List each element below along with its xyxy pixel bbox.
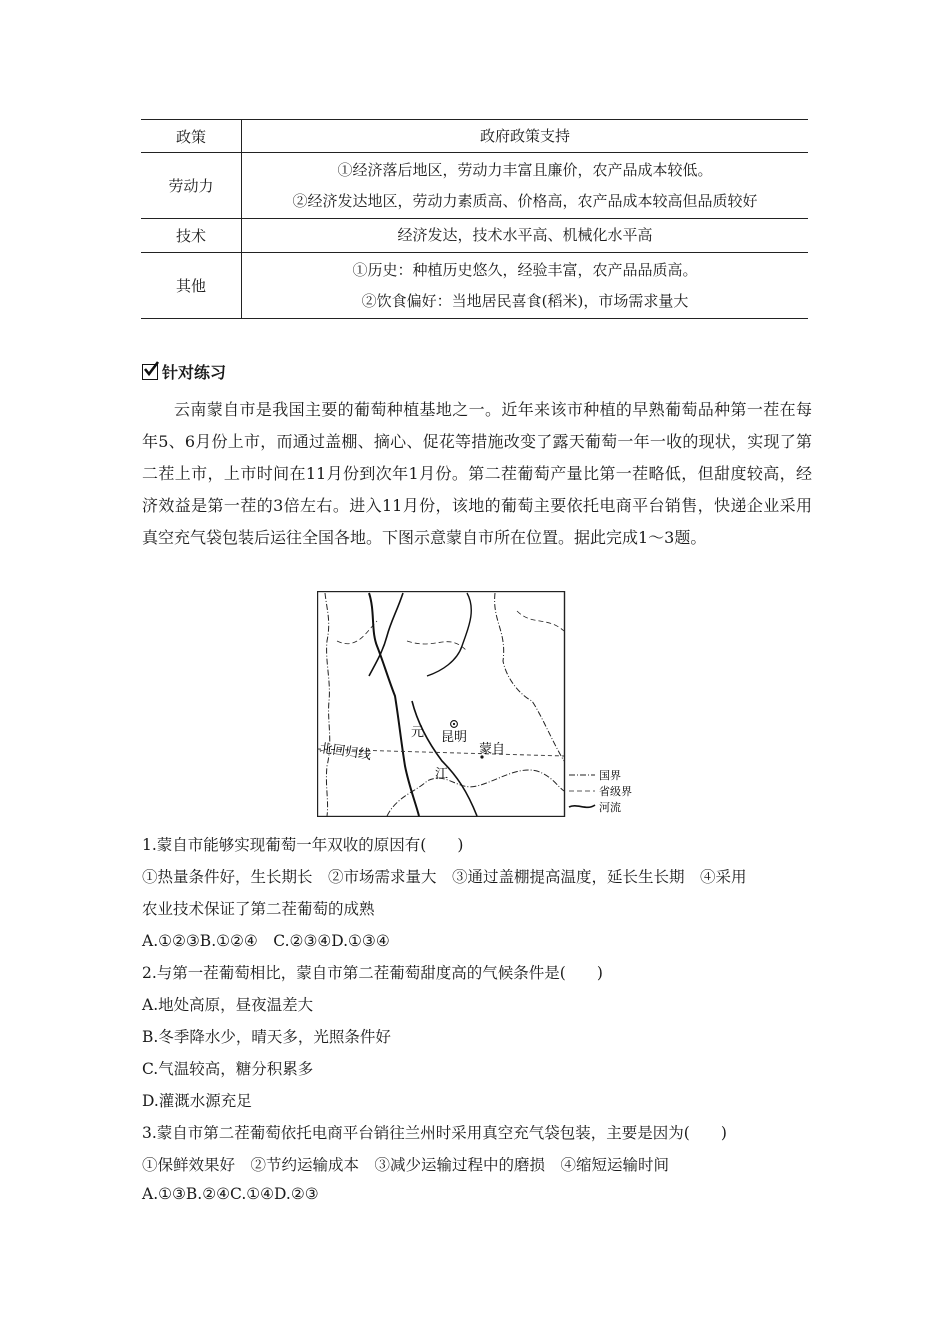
table-row (141, 153, 808, 219)
question-2-stem: 2.与第一茬葡萄相比，蒙自市第二茬葡萄甜度高的气候条件是( ) (142, 964, 603, 982)
question-2-option: B.冬季降水少，晴天多，光照条件好 (142, 1028, 391, 1046)
question-2-option: C.气温较高，糖分积累多 (142, 1060, 314, 1078)
checkbox-icon (142, 364, 158, 380)
factor-cell: 技术 (141, 219, 242, 253)
question-1-options: A.①②③B.①②④ C.②③④D.①③④ (142, 932, 390, 950)
legend-river-label: 河流 (599, 801, 621, 814)
legend-river-sample (569, 805, 595, 807)
question-1-stem: 1.蒙自市能够实现葡萄一年双收的原因有( ) (142, 836, 464, 854)
description-cell (242, 219, 809, 253)
description-line: 经济发达，技术水平高、机械化水平高 (397, 226, 653, 244)
question-2-option: A.地处高原，昼夜温差大 (142, 996, 314, 1014)
description-line: ②经济发达地区，劳动力素质高、价格高，农产品成本较高但品质较好 (292, 191, 758, 210)
map-legend (569, 769, 632, 814)
factor-cell: 劳动力 (141, 153, 242, 219)
legend-province-label: 省级界 (599, 785, 632, 798)
description-cell (242, 153, 809, 219)
table-row (141, 120, 808, 153)
section-heading (142, 360, 226, 383)
question-3-stem: 3.蒙自市第二茬葡萄依托电商平台销往兰州时采用真空充气袋包装，主要是因为( ) (142, 1124, 727, 1142)
factor-table (141, 119, 808, 319)
label-mengzi: 蒙自 (479, 742, 506, 757)
description-line: ②饮食偏好：当地居民喜食(稻米)，市场需求量大 (361, 291, 689, 310)
factor-cell: 其他 (141, 253, 242, 319)
map-frame (318, 592, 565, 817)
location-map (317, 591, 647, 817)
kunming-marker-dot (453, 723, 455, 725)
label-kunming: 昆明 (441, 730, 468, 745)
description-cell (242, 120, 809, 153)
question-3-line: ①保鲜效果好 ②节约运输成本 ③减少运输过程中的磨损 ④缩短运输时间 (142, 1156, 670, 1174)
table-row (141, 219, 808, 253)
description-cell (242, 253, 809, 319)
label-yuan: 元 (411, 725, 425, 740)
question-1-line: ①热量条件好，生长期长 ②市场需求量大 ③通过盖棚提高温度，延长生长期 ④采用 (142, 868, 747, 886)
label-tropic: 北回归线 (318, 741, 373, 764)
description-line: 政府政策支持 (479, 126, 570, 145)
question-1-line: 农业技术保证了第二茬葡萄的成熟 (142, 900, 375, 918)
factor-cell: 政策 (141, 120, 242, 153)
description-line: ①经济落后地区，劳动力丰富且廉价，农产品成本较低。 (337, 160, 713, 179)
section-title: 针对练习 (162, 363, 227, 382)
passage: 云南蒙自市是我国主要的葡萄种植基地之一。近年来该市种植的早熟葡萄品种第一茬在每年5、6月份上市，而通过盖棚、摘心、促花等措施改变了露天葡萄一年一收的现状，实现了第二茬上市，上市时间在11月份到次年1月份。第二茬葡萄产量比第一茬略低，但甜度较高，经济效益是第一茬的3倍左右。进入11月份，该地的葡萄主要依托电商平台销售，快递企业采用真空充气袋包装后运往全国各地。下图示意蒙自市所在位置。据此完成1～3题。 (142, 400, 812, 547)
description-line: ①历史：种植历史悠久，经验丰富，农产品品质高。 (352, 260, 698, 279)
question-2-option: D.灌溉水源充足 (142, 1092, 252, 1110)
question-3-options: A.①③B.②④C.①④D.②③ (142, 1185, 319, 1203)
label-jiang: 江 (435, 767, 449, 782)
legend-border-label: 国界 (599, 769, 621, 782)
table-row (141, 253, 808, 319)
